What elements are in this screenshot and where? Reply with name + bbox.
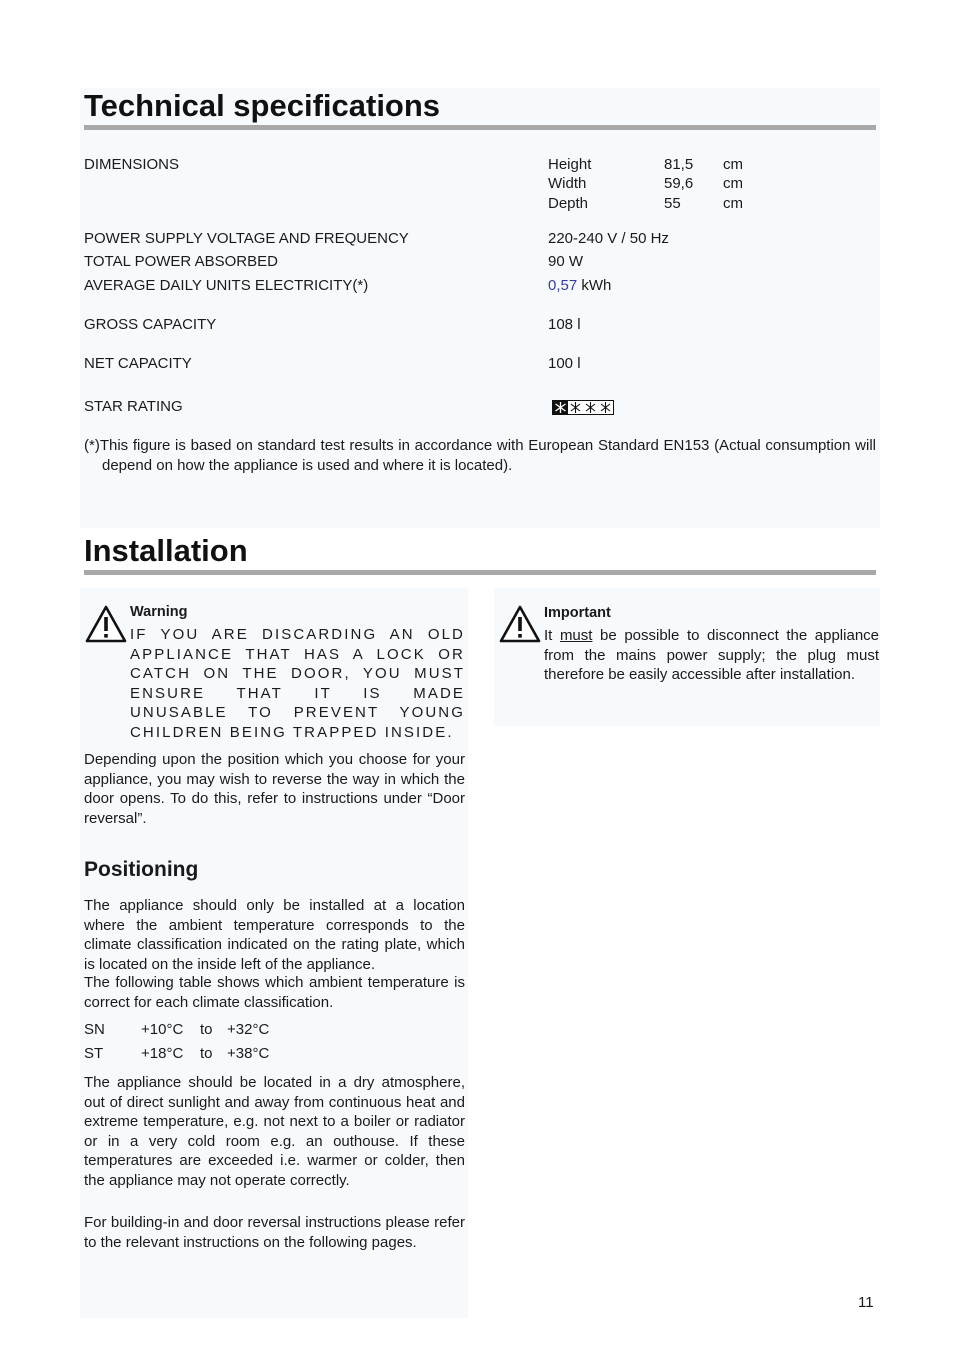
climate-row-st [84,1045,465,1065]
important-triangle-icon [499,605,541,643]
positioning-heading: Positioning [84,858,199,881]
power-supply-label: POWER SUPPLY VOLTAGE AND FREQUENCY [84,230,409,247]
gross-capacity-value: 108 l [548,316,581,333]
gross-capacity-label: GROSS CAPACITY [84,316,217,333]
warning-title: Warning [130,604,188,620]
climate-from: +18°C [141,1045,184,1062]
important-text [544,626,879,685]
important-title: Important [544,605,611,621]
climate-class: SN [84,1021,105,1038]
climate-upto: +38°C [227,1045,270,1062]
page-number: 11 [858,1294,874,1311]
dim-depth-name: Depth [548,195,589,212]
climate-upto: +32°C [227,1021,270,1038]
daily-units-label: AVERAGE DAILY UNITS ELECTRICITY(*) [84,277,369,294]
star-rating-icon [552,400,614,415]
climate-from: +10°C [141,1021,184,1038]
warning-triangle-icon [85,605,127,643]
dim-depth-value: 55 [664,195,681,212]
heading-rule [84,125,876,130]
heading-rule [84,570,876,575]
important-text-pre: It [544,627,560,644]
important-text-post: be possible to disconnect the appliance from the mains power supply; the plug must therefore be easily accessible after installation. [544,627,879,683]
warning-text: IF YOU ARE DISCARDING AN OLD APPLIANCE THAT HAS A LOCK OR CATCH ON THE DOOR, YOU MUST ENSURE THAT IT IS MADE UNUSABLE TO PREVENT YOUNG CHILDREN BEING TRAPPED INSIDE. [130,626,465,741]
climate-class: ST [84,1045,104,1062]
positioning-para-3: The appliance should be located in a dry atmosphere, out of direct sunlight and away from continuous heat and extreme temperature, e.g. not next to a boiler or radiator or in a very cold room e.g. an outhouse. If these temperatures are exceeded i.e. warmer or colder, then the appliance may not operate correctly. [84,1074,465,1189]
power-absorbed-value: 90 W [548,253,584,270]
dim-width-unit: cm [723,175,743,192]
installation-heading: Installation [84,533,248,568]
tech-spec-heading: Technical specifications [84,88,441,123]
dim-height-unit: cm [723,156,743,173]
power-absorbed-label: TOTAL POWER ABSORBED [84,253,278,270]
positioning-para-4: For building-in and door reversal instructions please refer to the relevant instructions on the following pages. [84,1214,465,1251]
dim-height-value: 81,5 [664,156,694,173]
climate-to: to [200,1045,213,1062]
daily-units-value [548,276,611,295]
dim-height-name: Height [548,156,592,173]
climate-to: to [200,1021,213,1038]
important-text-must: must [559,627,593,644]
dim-depth-unit: cm [723,195,743,212]
daily-units-unit: kWh [581,277,612,294]
positioning-para-2: The following table shows which ambient temperature is correct for each climate classification. [84,974,465,1011]
star-rating-label: STAR RATING [84,398,183,415]
net-capacity-label: NET CAPACITY [84,355,192,372]
dim-width-name: Width [548,175,587,192]
dim-width-value: 59,6 [664,175,694,192]
power-supply-value: 220-240 V / 50 Hz [548,230,669,247]
footnote: (*)This figure is based on standard test results in accordance with European Standard EN153 (Actual consumption will depend on how the appliance is used and where it is located). [84,437,876,474]
positioning-para-1: The appliance should only be installed at a location where the ambient temperature corresponds to the climate classification indicated on the rating plate, which is located on the inside left of the appliance. [84,897,465,973]
dimensions-label: DIMENSIONS [84,156,180,173]
door-reversal-text: Depending upon the position which you choose for your appliance, you may wish to reverse the way in which the door opens. To do this, refer to instructions under “Door reversal”. [84,751,465,827]
net-capacity-value: 100 l [548,355,581,372]
daily-units-number: 0,57 [548,277,578,294]
climate-row-sn [84,1021,465,1041]
